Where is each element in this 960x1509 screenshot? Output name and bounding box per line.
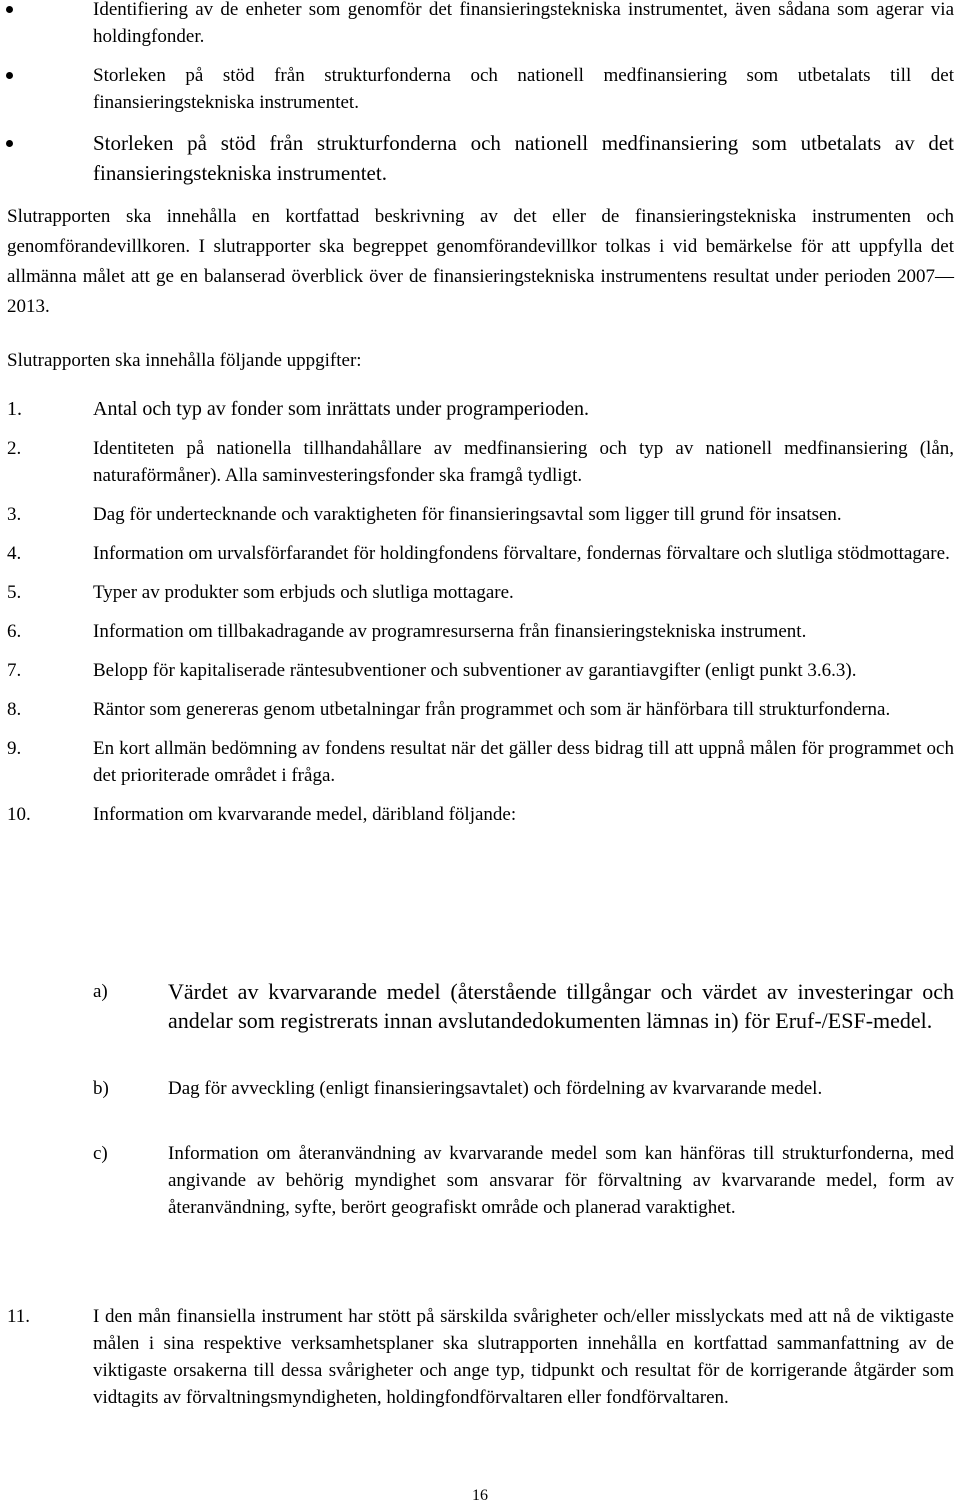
- list-number: 10.: [7, 804, 31, 825]
- list-number: 9.: [7, 738, 22, 759]
- list-item-text: Typer av produkter som erbjuds och slutliga mottagare.: [93, 582, 514, 603]
- list-number: 6.: [7, 621, 22, 642]
- list-item: [0, 395, 960, 423]
- bullet-item: [0, 62, 960, 116]
- bullet-dot-icon: [6, 140, 13, 147]
- list-number: 1.: [7, 398, 22, 420]
- list-item: [0, 696, 960, 723]
- list-item-text: Dag för undertecknande och varaktigheten för finansieringsavtal som ligger till grund för insatsen.: [93, 504, 842, 525]
- sub-list-letter: b): [93, 1078, 109, 1099]
- list-item-text: Information om urvalsförfarandet för holdingfondens förvaltare, fondernas förvaltare och slutliga stödmottagare.: [93, 543, 950, 564]
- list-item-text: Antal och typ av fonder som inrättats under programperioden.: [93, 398, 589, 420]
- list-item: [0, 540, 960, 567]
- numbered-list-continued: [0, 1303, 960, 1411]
- list-number: 7.: [7, 660, 22, 681]
- sub-list-letter: a): [93, 981, 108, 1002]
- bullet-item: [0, 128, 960, 188]
- required-info-intro: Slutrapporten ska innehålla följande uppgifter:: [7, 350, 362, 371]
- list-item-text: Belopp för kapitaliserade räntesubventioner och subventioner av garantiavgifter (enligt punkt 3.6.3).: [93, 660, 857, 681]
- list-item: [0, 618, 960, 645]
- list-item: [0, 1303, 960, 1411]
- bullet-text: Identifiering av de enheter som genomför det finansieringstekniska instrumentet, även sådana som agerar via holdingfonder.: [93, 0, 954, 47]
- list-item-text: I den mån finansiella instrument har stött på särskilda svårigheter och/eller misslyckats med att nå de viktigaste målen i sina respektive verksamhetsplaner ska slutrapporten innehålla en kortfattad sammanfattning av de viktigaste orsakerna till dessa svårigheter och ange typ, tidpunkt och resultat för de korrigerande åtgärder som vidtagits av förvaltningsmyndigheten, holdingfondförvaltaren eller fondförvaltaren.: [93, 1306, 954, 1408]
- list-item: [0, 735, 960, 789]
- report-description-paragraph: Slutrapporten ska innehålla en kortfattad beskrivning av det eller de finansieringstekniska instrumenten och genomförandevillkoren. I slutrapporter ska begreppet genomförandevillkor tolkas i vid bemärkelse för att uppfylla det allmänna målet att ge en balanserad överblick över de finansieringstekniska instrumentens resultat under perioden 2007—2013.: [7, 206, 954, 317]
- list-item-text: Identiteten på nationella tillhandahållare av medfinansiering och typ av nationell medfinansiering (lån, naturaförmåner). Alla saminvesteringsfonder ska framgå tydligt.: [93, 438, 954, 486]
- list-number: 2.: [7, 438, 22, 459]
- numbered-list: [0, 395, 960, 828]
- bullet-text: Storleken på stöd från strukturfonderna och nationell medfinansiering som utbetalats av det finansieringstekniska instrumentet.: [93, 131, 954, 185]
- list-number: 11.: [7, 1306, 31, 1327]
- sub-list-text: Dag för avveckling (enligt finansieringsavtalet) och fördelning av kvarvarande medel.: [168, 1078, 823, 1099]
- list-item: [0, 657, 960, 684]
- sub-list-letter: c): [93, 1143, 108, 1164]
- page-number: 16: [472, 1487, 488, 1504]
- sub-list-text: Värdet av kvarvarande medel (återstående tillgångar och värdet av investeringar och andelar som registrerats innan avslutandedokumenten lämnas in) för Eruf-/ESF-medel.: [168, 979, 954, 1033]
- list-number: 5.: [7, 582, 22, 603]
- sub-list: [0, 977, 960, 1221]
- list-item-text: En kort allmän bedömning av fondens resultat när det gäller dess bidrag till att uppnå målen för programmet och det prioriterade området i fråga.: [93, 738, 954, 786]
- bullet-dot-icon: [6, 72, 13, 79]
- list-item: [0, 801, 960, 828]
- bullet-item: [0, 0, 960, 50]
- list-number: 4.: [7, 543, 22, 564]
- list-item: [0, 435, 960, 489]
- bullet-list: [0, 0, 960, 192]
- list-item-text: Räntor som genereras genom utbetalningar från programmet och som är hänförbara till strukturfonderna.: [93, 699, 891, 720]
- list-item: [0, 501, 960, 528]
- list-item-text: Information om tillbakadragande av programresurserna från finansieringstekniska instrument.: [93, 621, 807, 642]
- bullet-dot-icon: [6, 6, 13, 13]
- sub-list-item: [0, 977, 960, 1035]
- list-number: 3.: [7, 504, 22, 525]
- sub-list-item: [0, 1140, 960, 1221]
- bullet-text: Storleken på stöd från strukturfonderna och nationell medfinansiering som utbetalats till det finansieringstekniska instrumentet.: [93, 65, 954, 113]
- sub-list-text: Information om återanvändning av kvarvarande medel som kan hänföras till strukturfonderna, med angivande av behörig myndighet som ansvarar för förvaltning av kvarvarande medel, form av återanvändning, syfte, berört geografiskt område och planerad varaktighet.: [168, 1143, 954, 1218]
- list-item: [0, 579, 960, 606]
- list-number: 8.: [7, 699, 22, 720]
- list-item-text: Information om kvarvarande medel, däribland följande:: [93, 804, 517, 825]
- sub-list-item: [0, 1075, 960, 1102]
